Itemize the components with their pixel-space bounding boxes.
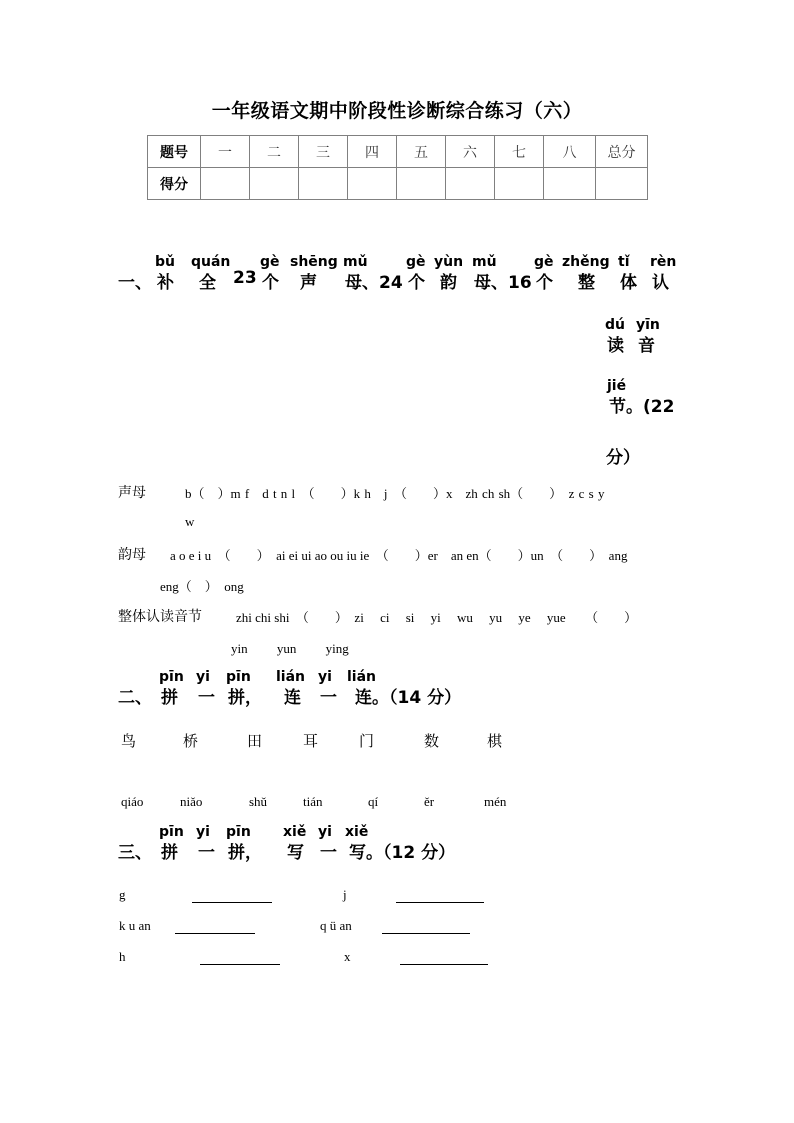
row-content-cont: eng（ ） ong: [160, 579, 244, 594]
row-content: a o e i u （ ） ai ei ui ao ou iu ie （ ）er an en（ ）un （ ） ang: [170, 548, 628, 563]
answer-blank[interactable]: [175, 933, 255, 934]
heading-segment: [226, 824, 262, 863]
column-header: 三: [299, 136, 348, 168]
ruby-char: mǔ 母、16: [472, 254, 532, 293]
heading-segment: [650, 254, 677, 293]
ruby-char: lián 连: [347, 669, 377, 708]
spelling-prompt: g: [119, 887, 126, 902]
ruby-char: bǔ 补: [155, 254, 175, 293]
score-cell[interactable]: [299, 168, 348, 200]
score-cell[interactable]: [446, 168, 495, 200]
match-pinyin[interactable]: mén: [484, 794, 507, 809]
heading-segment: xiě 写。（12 分）: [345, 824, 456, 863]
answer-blank[interactable]: [192, 902, 272, 903]
match-pinyin[interactable]: qí: [368, 794, 379, 809]
heading-segment: [618, 254, 637, 293]
heading-segment: [534, 254, 554, 293]
heading-segment: [636, 317, 660, 356]
match-pinyin[interactable]: ěr: [424, 794, 435, 809]
score-cell[interactable]: [596, 168, 648, 200]
heading-segment: [562, 254, 610, 293]
heading-segment: [343, 254, 403, 293]
score-table-score-row: [148, 168, 648, 200]
heading-segment: [159, 669, 184, 708]
heading-segment: [155, 254, 175, 293]
match-pinyin[interactable]: niǎo: [180, 794, 203, 809]
ruby-char: gè 个: [534, 254, 554, 293]
score-cell[interactable]: [201, 168, 250, 200]
score-cell[interactable]: [544, 168, 596, 200]
header-label: 题号: [148, 136, 201, 168]
heading-segment: [196, 824, 215, 863]
ruby-char: yi 一: [318, 824, 337, 863]
heading-segment: [159, 824, 184, 863]
heading-segment: 23: [233, 268, 257, 288]
match-pinyin[interactable]: qiáo: [121, 794, 144, 809]
heading-segment: [260, 254, 280, 293]
match-character[interactable]: 棋: [487, 732, 503, 750]
ruby-char: jié 节: [607, 378, 627, 417]
column-header: 六: [446, 136, 495, 168]
heading-segment: lián 连。（14 分）: [347, 669, 462, 708]
heading-segment: jié 节。(22: [607, 378, 675, 417]
heading-segment: [406, 254, 426, 293]
column-header: 七: [495, 136, 544, 168]
match-character[interactable]: 鸟: [121, 732, 137, 750]
heading-segment: [605, 317, 625, 356]
match-character[interactable]: 耳: [303, 732, 319, 750]
row-label: 声母: [118, 485, 146, 501]
row-content: zhi chi shi （ ） zi ci si yi wu yu ye yue （ ）: [236, 610, 638, 625]
row-label: 整体认读音节: [118, 609, 202, 625]
ruby-char: yīn 音: [636, 317, 660, 356]
ruby-char: dú 读: [605, 317, 625, 356]
column-header: 四: [348, 136, 397, 168]
answer-blank[interactable]: [382, 933, 470, 934]
heading-segment: [226, 669, 262, 708]
match-character[interactable]: 数: [424, 732, 440, 750]
match-pinyin[interactable]: shǔ: [249, 794, 268, 809]
column-header: 一: [201, 136, 250, 168]
match-character[interactable]: 田: [247, 732, 263, 750]
column-header: 二: [250, 136, 299, 168]
ruby-char: xiě 写: [345, 824, 369, 863]
ruby-char: tǐ 体: [618, 254, 637, 293]
answer-blank[interactable]: [200, 964, 280, 965]
spelling-prompt: h: [119, 949, 126, 964]
heading-segment: [196, 669, 215, 708]
page-title: 一年级语文期中阶段性诊断综合练习（六）: [211, 100, 583, 122]
ruby-char: yi 一: [196, 669, 215, 708]
ruby-char: pīn 拼，: [226, 824, 262, 863]
ruby-char: zhěng 整: [562, 254, 610, 293]
score-cell[interactable]: [495, 168, 544, 200]
section-number: 三、: [118, 843, 152, 863]
score-table-header-row: [148, 136, 648, 168]
row-label: 得分: [148, 168, 201, 200]
match-pinyin[interactable]: tián: [303, 794, 323, 809]
ruby-char: yùn 韵: [434, 254, 464, 293]
heading-segment: [276, 669, 306, 708]
column-header: 八: [544, 136, 596, 168]
ruby-char: yi 一: [318, 669, 337, 708]
ruby-char: pīn 拼，: [226, 669, 262, 708]
section-number: 二、: [118, 688, 152, 708]
heading-segment: [472, 254, 532, 293]
score-cell[interactable]: [348, 168, 397, 200]
match-character[interactable]: 门: [359, 732, 375, 750]
heading-segment: [191, 254, 231, 293]
heading-segment: [290, 254, 338, 293]
ruby-char: pīn 拼: [159, 669, 184, 708]
heading-segment: [318, 824, 337, 863]
heading-segment: [434, 254, 464, 293]
row-content-cont: yin yun ying: [231, 641, 349, 656]
column-header: 总分: [596, 136, 648, 168]
section-number: 一、: [118, 273, 152, 293]
ruby-char: lián 连: [276, 669, 306, 708]
ruby-char: quán 全: [191, 254, 231, 293]
heading-segment: [318, 669, 337, 708]
heading-segment: [283, 824, 307, 863]
score-table: [147, 135, 648, 200]
ruby-char: gè 个: [260, 254, 280, 293]
ruby-char: mǔ 母、24: [343, 254, 403, 293]
answer-blank[interactable]: [400, 964, 488, 965]
spelling-prompt: k u an: [119, 918, 151, 933]
ruby-char: xiě 写: [283, 824, 307, 863]
row-content-cont: w: [185, 514, 195, 529]
ruby-char: shēng 声: [290, 254, 338, 293]
ruby-char: rèn 认: [650, 254, 677, 293]
score-cell[interactable]: [397, 168, 446, 200]
ruby-char: pīn 拼: [159, 824, 184, 863]
ruby-char: gè 个: [406, 254, 426, 293]
heading-segment: 分）: [606, 448, 640, 468]
ruby-char: yi 一: [196, 824, 215, 863]
spelling-prompt: q ü an: [320, 918, 352, 933]
row-content: b（ ）m f d t n l （ ）k h j （ ）x zh ch sh（ ） z c s y: [185, 486, 605, 501]
column-header: 五: [397, 136, 446, 168]
match-character[interactable]: 桥: [183, 732, 199, 750]
score-cell[interactable]: [250, 168, 299, 200]
spelling-prompt: j: [343, 887, 347, 902]
row-label: 韵母: [118, 547, 146, 563]
spelling-prompt: x: [344, 949, 351, 964]
answer-blank[interactable]: [396, 902, 484, 903]
